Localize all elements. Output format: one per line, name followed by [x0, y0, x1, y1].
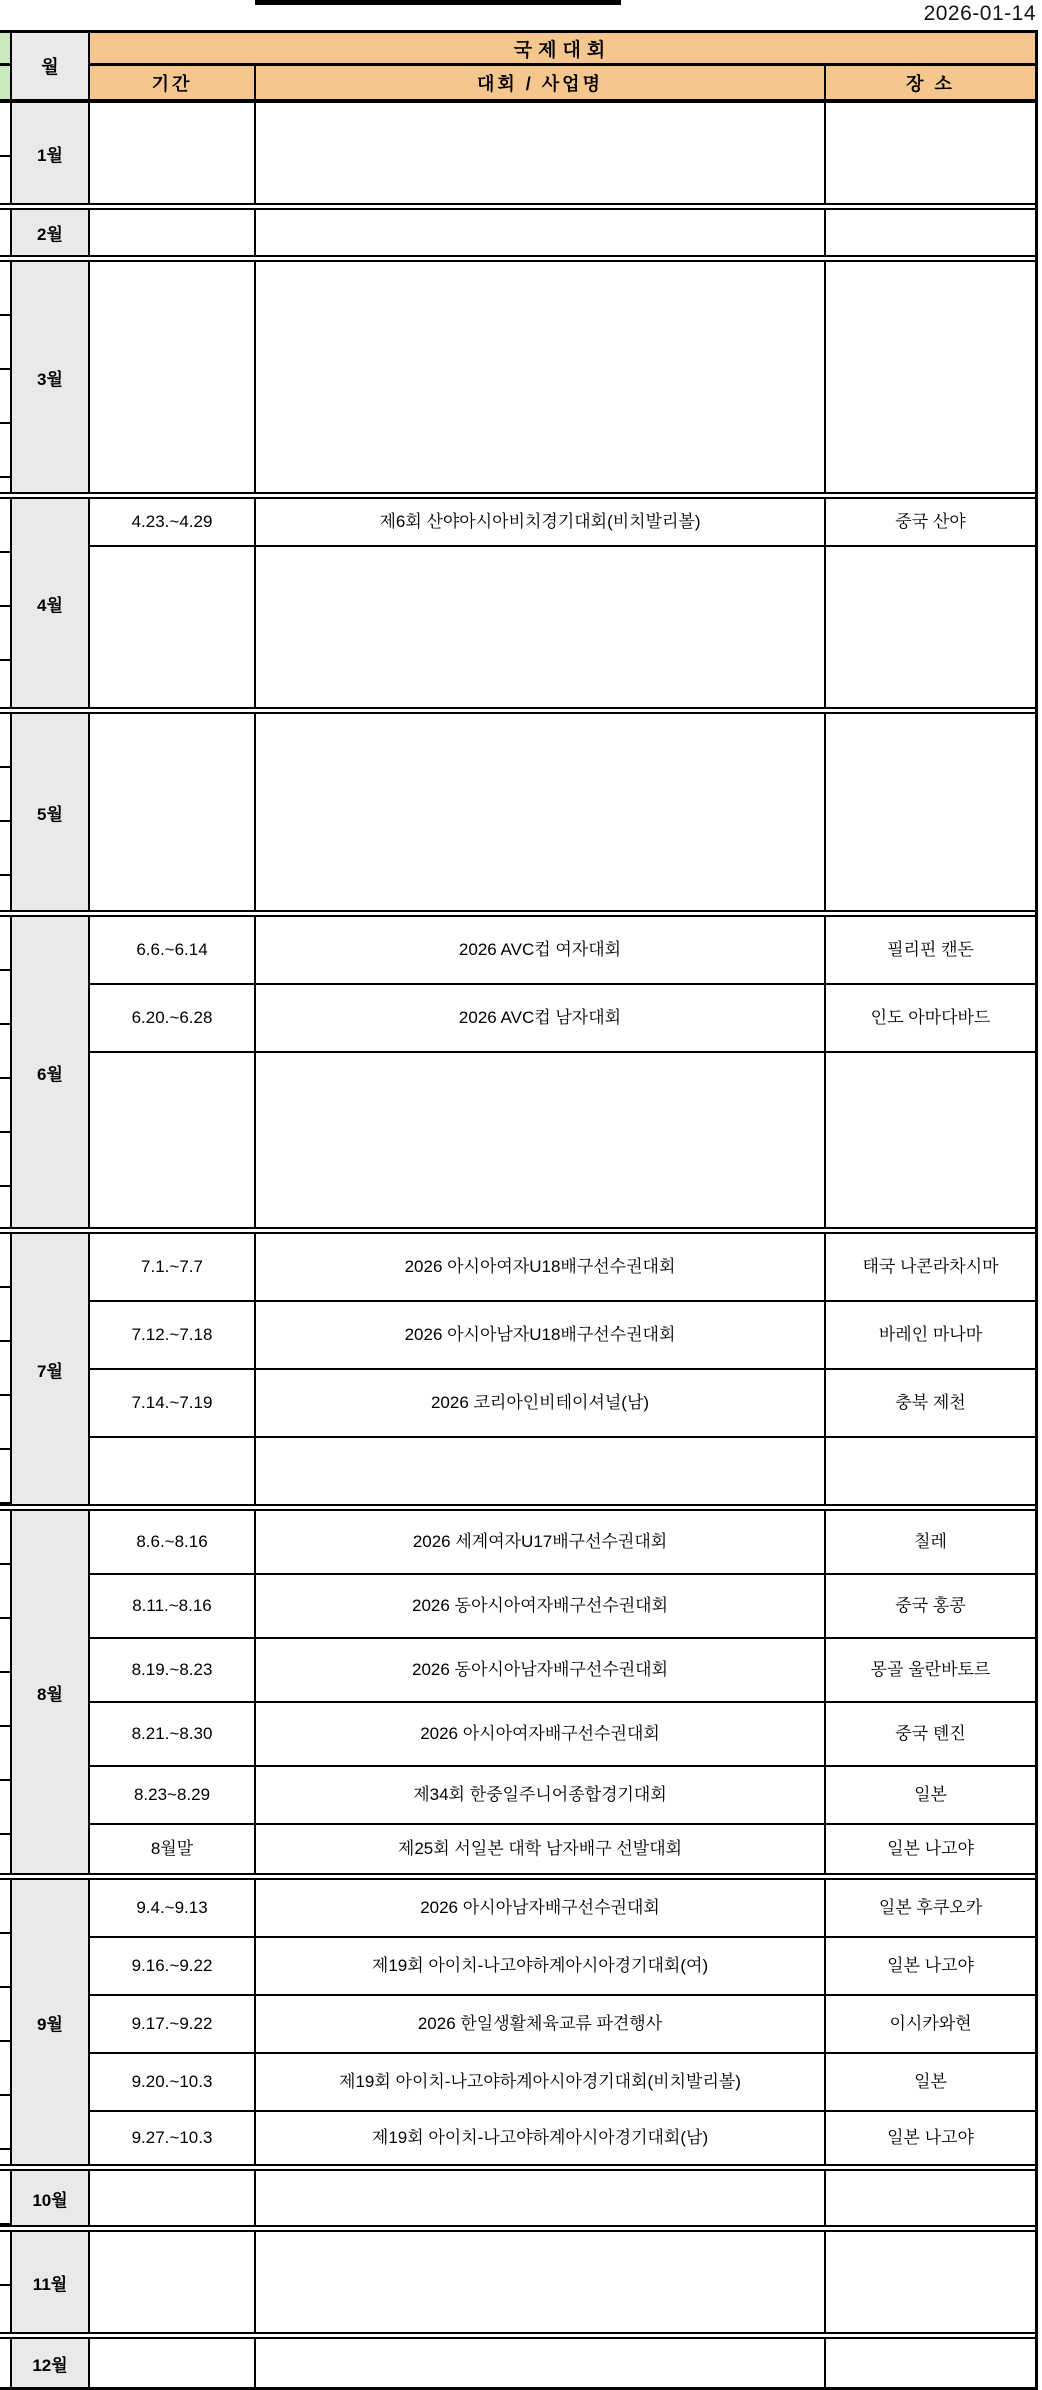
place-cell: 일본 후쿠오카 [826, 1880, 1035, 1936]
event-name-cell-empty [256, 262, 824, 492]
place-cell-empty [826, 547, 1035, 707]
event-row [90, 1511, 1035, 1573]
section-separator [0, 203, 1035, 210]
month-section [0, 103, 1035, 203]
period-cell-empty [90, 2232, 254, 2332]
period-cell: 7.1.~7.7 [90, 1234, 254, 1300]
period-cell-empty [90, 262, 254, 492]
event-name-cell: 제34회 한중일주니어종합경기대회 [256, 1767, 824, 1823]
place-cell: 일본 나고야 [826, 1938, 1035, 1994]
period-cell: 6.6.~6.14 [90, 917, 254, 983]
event-row [90, 1880, 1035, 1936]
event-name-cell: 2026 아시아여자배구선수권대회 [256, 1703, 824, 1765]
period-cell: 8.19.~8.23 [90, 1639, 254, 1701]
event-name-cell-empty [256, 2171, 824, 2225]
adjacent-table-sliver [0, 499, 10, 707]
month-section [0, 1234, 1035, 1504]
column-header-period: 기간 [90, 66, 254, 99]
event-name-cell: 2026 AVC컵 여자대회 [256, 917, 824, 983]
event-row [90, 917, 1035, 983]
place-cell: 태국 나콘라차시마 [826, 1234, 1035, 1300]
month-label: 5월 [12, 714, 88, 910]
place-cell-empty [826, 714, 1035, 910]
month-section [0, 714, 1035, 910]
place-cell: 충북 제천 [826, 1370, 1035, 1436]
adjacent-table-sliver [0, 917, 10, 1227]
month-rows [90, 262, 1035, 492]
event-name-cell: 2026 아시아여자U18배구선수권대회 [256, 1234, 824, 1300]
section-separator [0, 1504, 1035, 1511]
event-name-cell-empty [256, 1438, 824, 1504]
event-row [90, 1302, 1035, 1368]
month-label: 4월 [12, 499, 88, 707]
place-cell: 중국 산야 [826, 499, 1035, 545]
place-cell: 바레인 마나마 [826, 1302, 1035, 1368]
adjacent-table-sliver [0, 714, 10, 910]
month-label: 9월 [12, 1880, 88, 2164]
column-header-place: 장 소 [826, 66, 1035, 99]
period-cell: 9.4.~9.13 [90, 1880, 254, 1936]
event-name-cell-empty [256, 547, 824, 707]
month-section [0, 2232, 1035, 2332]
period-cell-empty [90, 103, 254, 203]
title-underline-bar [255, 0, 621, 5]
event-name-cell: 2026 한일생활체육교류 파견행사 [256, 1996, 824, 2052]
place-cell-empty [826, 1438, 1035, 1504]
month-section [0, 917, 1035, 1227]
period-cell: 9.20.~10.3 [90, 2054, 254, 2110]
event-row [90, 2054, 1035, 2110]
period-cell-empty [90, 714, 254, 910]
period-cell: 9.16.~9.22 [90, 1938, 254, 1994]
section-separator [0, 255, 1035, 262]
adjacent-table-sliver [0, 262, 10, 492]
month-rows [90, 1880, 1035, 2164]
event-name-cell-empty [256, 714, 824, 910]
event-name-cell: 제19회 아이치-나고야하계아시아경기대회(비치발리볼) [256, 2054, 824, 2110]
section-separator [0, 1873, 1035, 1880]
period-cell: 9.17.~9.22 [90, 1996, 254, 2052]
place-cell-empty [826, 2171, 1035, 2225]
adjacent-table-sliver [0, 103, 10, 203]
event-name-cell: 제25회 서일본 대학 남자배구 선발대회 [256, 1825, 824, 1873]
report-date: 2026-01-14 [923, 2, 1036, 25]
period-cell: 6.20.~6.28 [90, 985, 254, 1051]
empty-row [90, 210, 1035, 255]
place-cell: 일본 나고야 [826, 1825, 1035, 1873]
month-label: 3월 [12, 262, 88, 492]
month-rows [90, 210, 1035, 255]
section-separator [0, 2225, 1035, 2232]
month-rows [90, 103, 1035, 203]
empty-row [90, 1438, 1035, 1504]
event-name-cell: 제19회 아이치-나고야하계아시아경기대회(남) [256, 2112, 824, 2164]
period-cell-empty [90, 2339, 254, 2387]
period-cell-empty [90, 2171, 254, 2225]
period-cell: 8월말 [90, 1825, 254, 1873]
event-row [90, 1996, 1035, 2052]
event-row [90, 1825, 1035, 1873]
month-label: 6월 [12, 917, 88, 1227]
month-section [0, 1880, 1035, 2164]
month-section [0, 2171, 1035, 2225]
month-label: 7월 [12, 1234, 88, 1504]
section-separator [0, 2332, 1035, 2339]
column-header-event: 대회 / 사업명 [256, 66, 824, 99]
event-name-cell: 2026 아시아남자배구선수권대회 [256, 1880, 824, 1936]
place-cell: 일본 [826, 2054, 1035, 2110]
section-separator [0, 707, 1035, 714]
month-rows [90, 499, 1035, 707]
period-cell-empty [90, 210, 254, 255]
event-row [90, 2112, 1035, 2164]
adjacent-table-sliver [0, 2232, 10, 2332]
place-cell-empty [826, 2232, 1035, 2332]
period-cell: 8.21.~8.30 [90, 1703, 254, 1765]
place-cell-empty [826, 103, 1035, 203]
adjacent-table-sliver-header [0, 33, 10, 99]
event-row [90, 1575, 1035, 1637]
month-label: 1월 [12, 103, 88, 203]
place-cell-empty [826, 1053, 1035, 1227]
month-section [0, 499, 1035, 707]
place-cell: 중국 톈진 [826, 1703, 1035, 1765]
table-header [0, 33, 1035, 99]
event-row [90, 499, 1035, 545]
adjacent-table-sliver [0, 2171, 10, 2225]
event-name-cell: 제19회 아이치-나고야하계아시아경기대회(여) [256, 1938, 824, 1994]
header-right-block [90, 33, 1035, 99]
event-row [90, 1370, 1035, 1436]
place-cell: 인도 아마다바드 [826, 985, 1035, 1051]
event-name-cell: 2026 아시아남자U18배구선수권대회 [256, 1302, 824, 1368]
event-name-cell: 2026 세계여자U17배구선수권대회 [256, 1511, 824, 1573]
month-label: 11월 [12, 2232, 88, 2332]
period-cell: 8.23~8.29 [90, 1767, 254, 1823]
month-section [0, 210, 1035, 255]
period-cell: 8.11.~8.16 [90, 1575, 254, 1637]
event-row [90, 1767, 1035, 1823]
place-cell: 필리핀 캔돈 [826, 917, 1035, 983]
event-name-cell-empty [256, 2339, 824, 2387]
event-name-cell-empty [256, 103, 824, 203]
empty-row [90, 103, 1035, 203]
event-name-cell: 2026 동아시아여자배구선수권대회 [256, 1575, 824, 1637]
place-cell: 칠레 [826, 1511, 1035, 1573]
period-cell-empty [90, 547, 254, 707]
month-rows [90, 917, 1035, 1227]
period-cell: 7.14.~7.19 [90, 1370, 254, 1436]
section-separator [0, 910, 1035, 917]
month-section [0, 1511, 1035, 1873]
place-cell-empty [826, 210, 1035, 255]
period-cell: 8.6.~8.16 [90, 1511, 254, 1573]
month-label: 2월 [12, 210, 88, 255]
period-cell-empty [90, 1053, 254, 1227]
sub-header-row [90, 66, 1035, 99]
event-row [90, 985, 1035, 1051]
event-name-cell-empty [256, 1053, 824, 1227]
month-section [0, 2339, 1035, 2387]
event-row [90, 1938, 1035, 1994]
adjacent-table-sliver [0, 2339, 10, 2387]
group-header-international: 국제대회 [90, 33, 1035, 63]
empty-row [90, 2339, 1035, 2387]
month-section [0, 262, 1035, 492]
month-column-header: 월 [12, 33, 88, 99]
section-separator [0, 1227, 1035, 1234]
event-row [90, 1703, 1035, 1765]
place-cell: 이시카와현 [826, 1996, 1035, 2052]
period-cell-empty [90, 1438, 254, 1504]
event-name-cell-empty [256, 210, 824, 255]
empty-row [90, 2171, 1035, 2225]
place-cell-empty [826, 2339, 1035, 2387]
empty-row [90, 714, 1035, 910]
month-rows [90, 2232, 1035, 2332]
adjacent-table-sliver [0, 1511, 10, 1873]
event-name-cell-empty [256, 2232, 824, 2332]
place-cell: 일본 [826, 1767, 1035, 1823]
event-name-cell: 2026 동아시아남자배구선수권대회 [256, 1639, 824, 1701]
event-name-cell: 2026 AVC컵 남자대회 [256, 985, 824, 1051]
period-cell: 9.27.~10.3 [90, 2112, 254, 2164]
empty-row [90, 547, 1035, 707]
place-cell: 중국 홍콩 [826, 1575, 1035, 1637]
month-rows [90, 1511, 1035, 1873]
month-rows [90, 2339, 1035, 2387]
period-cell: 7.12.~7.18 [90, 1302, 254, 1368]
schedule-table [0, 30, 1038, 2390]
month-rows [90, 2171, 1035, 2225]
adjacent-table-sliver [0, 1880, 10, 2164]
month-rows [90, 1234, 1035, 1504]
event-row [90, 1234, 1035, 1300]
empty-row [90, 262, 1035, 492]
period-cell: 4.23.~4.29 [90, 499, 254, 545]
event-name-cell: 제6회 산야아시아비치경기대회(비치발리볼) [256, 499, 824, 545]
place-cell: 일본 나고야 [826, 2112, 1035, 2164]
section-separator [0, 492, 1035, 499]
event-name-cell: 2026 코리아인비테이셔널(남) [256, 1370, 824, 1436]
place-cell-empty [826, 262, 1035, 492]
empty-row [90, 2232, 1035, 2332]
month-label: 10월 [12, 2171, 88, 2225]
month-label: 8월 [12, 1511, 88, 1873]
table-body [0, 103, 1035, 2387]
place-cell: 몽골 울란바토르 [826, 1639, 1035, 1701]
section-separator [0, 2164, 1035, 2171]
adjacent-table-sliver [0, 210, 10, 255]
month-rows [90, 714, 1035, 910]
month-label: 12월 [12, 2339, 88, 2387]
adjacent-table-sliver [0, 1234, 10, 1504]
empty-row [90, 1053, 1035, 1227]
event-row [90, 1639, 1035, 1701]
